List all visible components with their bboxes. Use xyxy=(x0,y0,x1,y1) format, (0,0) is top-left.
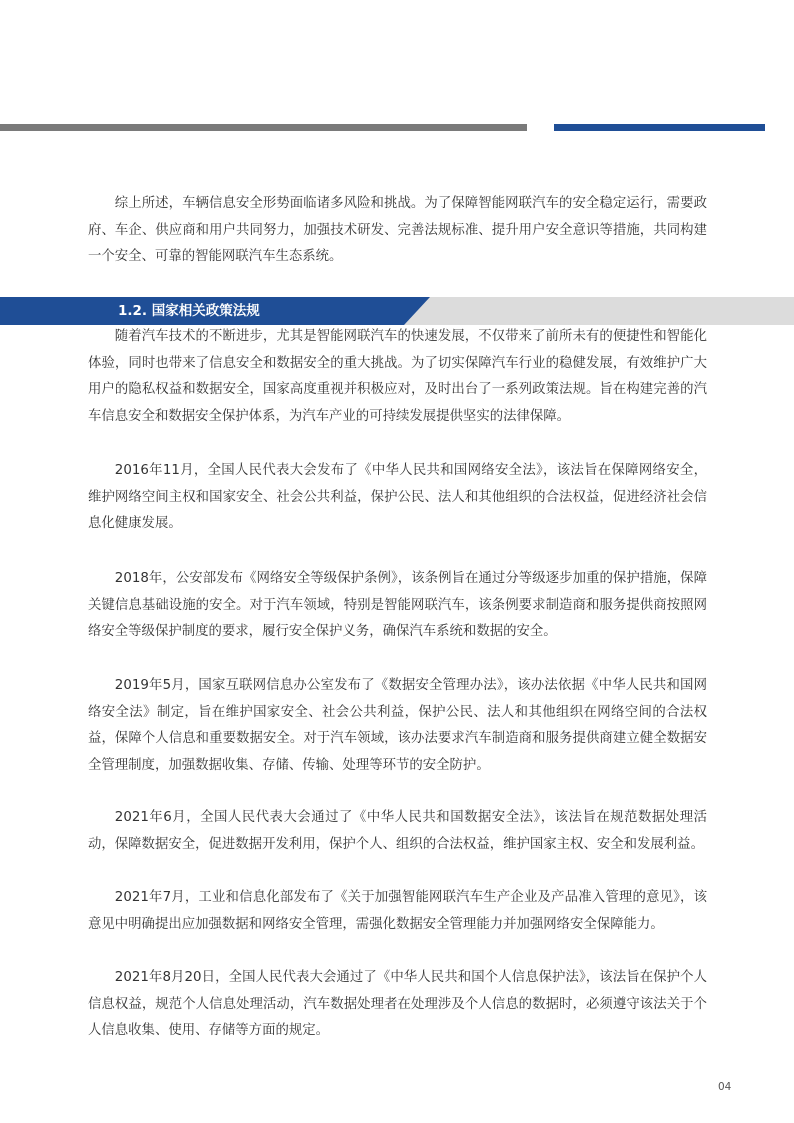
header-rule-blue xyxy=(554,124,765,131)
paragraph-2021-august: 2021年8月20日，全国人民代表大会通过了《中华人民共和国个人信息保护法》，该法旨在保护个人信息权益，规范个人信息处理活动，汽车数据处理者在处理涉及个人信息的数据时，必须遵守该法关于个人信息收集、使用、存储等方面的规定。 xyxy=(88,970,707,1038)
paragraph-2021-june: 2021年6月，全国人民代表大会通过了《中华人民共和国数据安全法》，该法旨在规范数据处理活动，保障数据安全，促进数据开发利用，保护个人、组织的合法权益，维护国家主权、安全和发展利益。 xyxy=(88,810,707,852)
header-rule-gray xyxy=(0,124,527,131)
paragraph-intro: 随着汽车技术的不断进步，尤其是智能网联汽车的快速发展，不仅带来了前所未有的便捷性和智能化体验，同时也带来了信息安全和数据安全的重大挑战。为了切实保障汽车行业的稳健发展，有效维护广大用户的隐私权益和数据安全，国家高度重视并积极应对，及时出台了一系列政策法规。旨在构建完善的汽车信息安全和数据安全保护体系，为汽车产业的可持续发展提供坚实的法律保障。 xyxy=(88,329,707,424)
page-number: 04 xyxy=(718,1081,732,1093)
section-heading: 1.2. 国家相关政策法规 xyxy=(118,303,260,319)
paragraph-2018: 2018年，公安部发布《网络安全等级保护条例》，该条例旨在通过分等级逐步加重的保护措施，保障关键信息基础设施的安全。对于汽车领域，特别是智能网联汽车，该条例要求制造商和服务提供商按照网络安全等级保护制度的要求，履行安全保护义务，确保汽车系统和数据的安全。 xyxy=(88,571,707,639)
paragraph-2016: 2016年11月，全国人民代表大会发布了《中华人民共和国网络安全法》，该法旨在保障网络安全，维护网络空间主权和国家安全、社会公共利益，保护公民、法人和其他组织的合法权益，促进经济社会信息化健康发展。 xyxy=(88,463,707,531)
paragraph-summary: 综上所述，车辆信息安全形势面临诸多风险和挑战。为了保障智能网联汽车的安全稳定运行，需要政府、车企、供应商和用户共同努力，加强技术研发、完善法规标准、提升用户安全意识等措施，共同构建一个安全、可靠的智能网联汽车生态系统。 xyxy=(88,196,707,264)
paragraph-2021-july: 2021年7月，工业和信息化部发布了《关于加强智能网联汽车生产企业及产品准入管理的意见》，该意见中明确提出应加强数据和网络安全管理，需强化数据安全管理能力并加强网络安全保障能力。 xyxy=(88,890,707,932)
paragraph-2019: 2019年5月，国家互联网信息办公室发布了《数据安全管理办法》，该办法依据《中华人民共和国网络安全法》制定，旨在维护国家安全、社会公共利益，保护公民、法人和其他组织在网络空间的合法权益，保障个人信息和重要数据安全。对于汽车领域，该办法要求汽车制造商和服务提供商建立健全数据安全管理制度，加强数据收集、存储、传输、处理等环节的安全防护。 xyxy=(88,678,707,773)
heading-band-light xyxy=(390,297,794,325)
